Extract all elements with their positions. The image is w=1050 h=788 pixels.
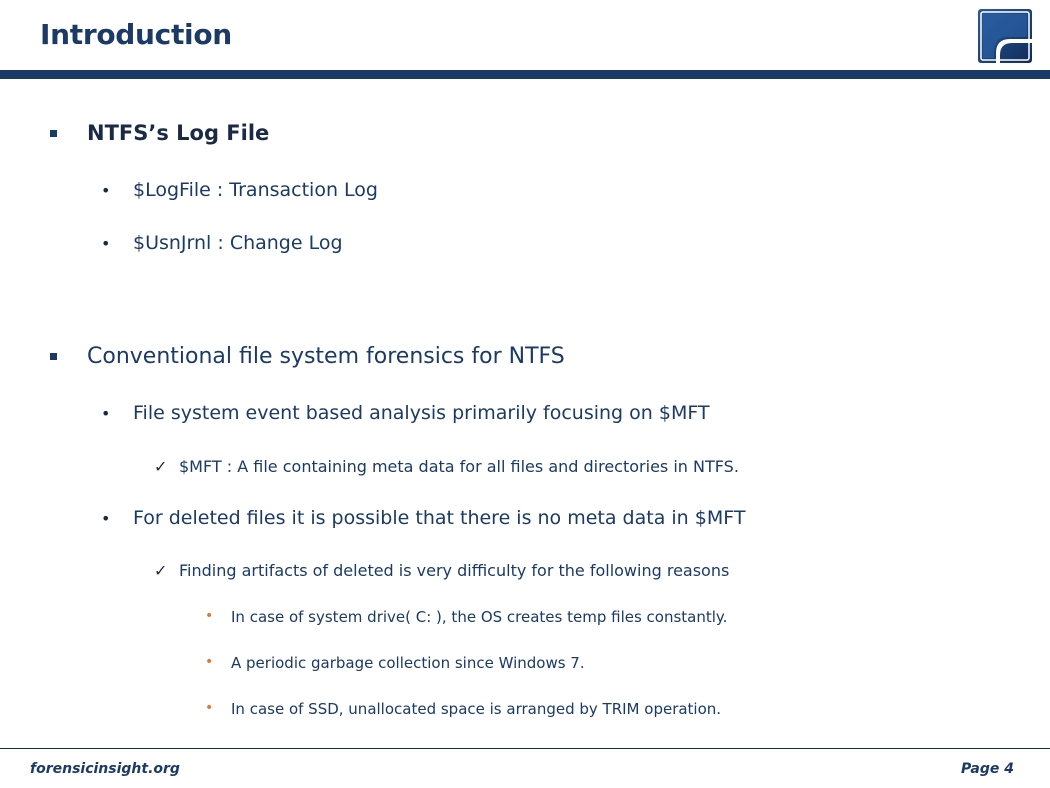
dot-bullet-icon: • xyxy=(205,654,214,670)
section2-heading: Conventional file system forensics for NTFS xyxy=(87,344,565,369)
page-number: Page 4 xyxy=(961,761,1014,777)
list-item: $LogFile : Transaction Log xyxy=(133,179,378,201)
square-bullet-icon xyxy=(50,353,57,360)
square-bullet-icon xyxy=(50,130,57,137)
dot-bullet-icon: • xyxy=(101,509,111,528)
list-item: A periodic garbage collection since Windows 7. xyxy=(231,654,585,672)
footer-site: forensicinsight.org xyxy=(30,761,180,777)
list-item: In case of system drive( C: ), the OS creates temp files constantly. xyxy=(231,608,728,626)
dot-bullet-icon: • xyxy=(101,181,111,200)
list-item: $UsnJrnl : Change Log xyxy=(133,232,343,254)
checkmark-icon: ✓ xyxy=(154,457,168,476)
list-item: $MFT : A file containing meta data for all files and directories in NTFS. xyxy=(179,457,739,476)
dot-bullet-icon: • xyxy=(205,608,214,624)
dot-bullet-icon: • xyxy=(101,234,111,253)
slide-title: Introduction xyxy=(40,18,232,51)
dot-bullet-icon: • xyxy=(101,404,111,423)
dot-bullet-icon: • xyxy=(205,700,214,716)
list-item: In case of SSD, unallocated space is arranged by TRIM operation. xyxy=(231,700,722,718)
title-underline-bar xyxy=(0,70,1050,79)
footer-divider xyxy=(0,748,1050,749)
list-item: For deleted files it is possible that there is no meta data in $MFT xyxy=(133,507,746,529)
checkmark-icon: ✓ xyxy=(154,561,168,580)
list-item: File system event based analysis primarily focusing on $MFT xyxy=(133,402,710,424)
forensicinsight-logo xyxy=(978,9,1032,63)
list-item: Finding artifacts of deleted is very difficulty for the following reasons xyxy=(179,561,730,580)
section1-heading: NTFS’s Log File xyxy=(87,121,270,145)
